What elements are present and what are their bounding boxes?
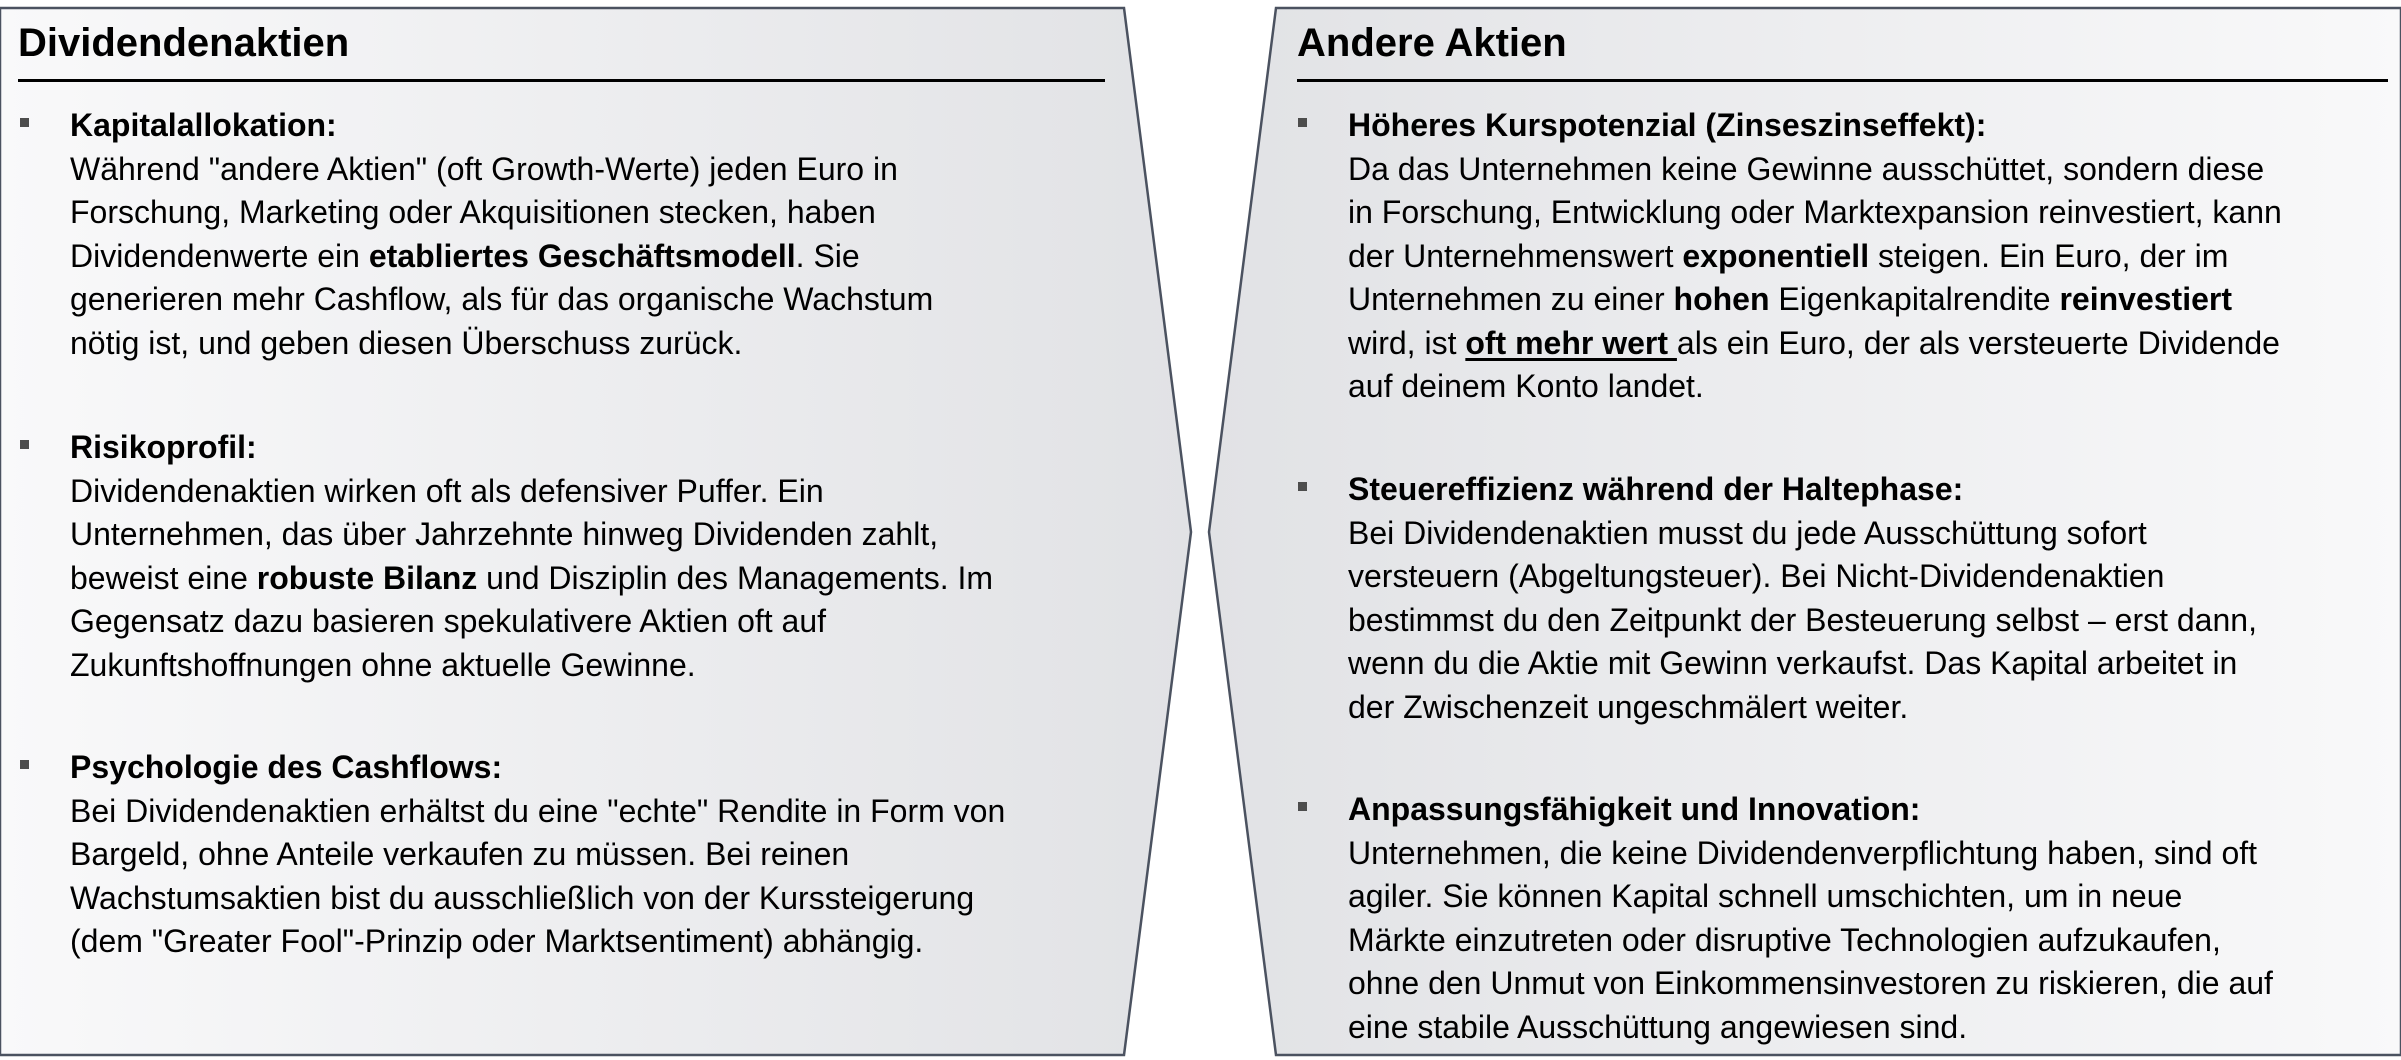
body-text: und Disziplin des Managements. Im bbox=[477, 559, 994, 596]
body-text: Dividendenwerte ein bbox=[70, 237, 369, 274]
body-text: wird, ist bbox=[1348, 324, 1466, 361]
body-line bbox=[70, 322, 1115, 366]
body-line bbox=[1348, 512, 2393, 556]
body-line bbox=[70, 513, 1115, 557]
body-line bbox=[1348, 148, 2393, 192]
title-divider bbox=[18, 79, 1105, 82]
body-line bbox=[70, 600, 1115, 644]
body-text: wenn du die Aktie mit Gewinn verkaufst. Das Kapital arbeitet in bbox=[1348, 645, 2238, 681]
body-text: steigen. Ein Euro, der im bbox=[1869, 237, 2229, 274]
bullet-heading: Anpassungsfähigkeit und Innovation: bbox=[1348, 791, 1921, 827]
bullet-square-icon bbox=[20, 440, 29, 449]
body-line bbox=[1348, 555, 2393, 599]
bullet-heading: Steuereffizienz während der Haltephase: bbox=[1348, 471, 1964, 507]
bullet-text bbox=[70, 746, 1115, 964]
body-line bbox=[70, 790, 1115, 834]
body-line bbox=[70, 833, 1115, 877]
body-text: Unternehmen, das über Jahrzehnte hinweg Dividenden zahlt, bbox=[70, 516, 939, 552]
emphasis-text: oft mehr wert bbox=[1465, 324, 1677, 361]
body-text: . Sie bbox=[795, 237, 860, 274]
body-text: Bargeld, ohne Anteile verkaufen zu müssen. Bei reinen bbox=[70, 836, 850, 872]
bullet-square-icon bbox=[20, 760, 29, 769]
body-line bbox=[1348, 642, 2393, 686]
body-text: Wachstumsaktien bist du ausschließlich von der Kurssteigerung bbox=[70, 879, 975, 916]
body-line bbox=[70, 644, 1115, 688]
body-line bbox=[1348, 599, 2393, 643]
body-line bbox=[1348, 191, 2393, 235]
body-line bbox=[70, 235, 1115, 279]
body-text: (dem "Greater Fool"-Prinzip oder Marktsentiment) abhängig. bbox=[70, 923, 924, 959]
body-line bbox=[1348, 919, 2393, 963]
body-line bbox=[1348, 365, 2393, 409]
body-text: ohne den Unmut von Einkommensinvestoren zu riskieren, die auf bbox=[1348, 965, 2273, 1001]
bullet-list bbox=[20, 104, 1115, 959]
emphasis-text: hohen bbox=[1673, 281, 1770, 317]
body-line bbox=[1348, 832, 2393, 876]
body-line bbox=[1348, 322, 2393, 366]
body-line bbox=[70, 191, 1115, 235]
body-text: Bei Dividendenaktien musst du jede Ausschüttung sofort bbox=[1348, 514, 2147, 551]
bullet-heading: Psychologie des Cashflows: bbox=[70, 749, 503, 785]
body-line bbox=[1348, 962, 2393, 1006]
body-text: Bei Dividendenaktien erhältst du eine "echte" Rendite in Form von bbox=[70, 792, 1006, 829]
body-line bbox=[70, 557, 1115, 601]
bullet-text bbox=[70, 426, 1115, 687]
body-text: auf deinem Konto landet. bbox=[1348, 368, 1704, 404]
body-text: bestimmst du den Zeitpunkt der Besteuerung selbst – erst dann, bbox=[1348, 601, 2257, 638]
body-line bbox=[1348, 278, 2393, 322]
body-text: Forschung, Marketing oder Akquisitionen stecken, haben bbox=[70, 194, 876, 230]
bullet-text bbox=[70, 104, 1115, 365]
body-text: in Forschung, Entwicklung oder Marktexpansion reinvestiert, kann bbox=[1348, 194, 2282, 230]
body-text: Eigenkapitalrendite bbox=[1769, 281, 2060, 317]
emphasis-text: etabliertes Geschäftsmodell bbox=[368, 237, 796, 274]
bullet-heading: Risikoprofil: bbox=[70, 429, 257, 465]
panel-title: Dividendenaktien bbox=[18, 21, 350, 65]
bullet-heading: Höheres Kurspotenzial (Zinseszinseffekt): bbox=[1348, 107, 1987, 143]
body-text: agiler. Sie können Kapital schnell umschichten, um in neue bbox=[1348, 878, 2183, 914]
body-text: Unternehmen, die keine Dividendenverpflichtung haben, sind oft bbox=[1348, 834, 2258, 871]
bullet-text bbox=[1348, 468, 2393, 729]
body-text: nötig ist, und geben diesen Überschuss zurück. bbox=[70, 324, 743, 361]
body-line bbox=[1348, 1006, 2393, 1050]
body-text: Während "andere Aktien" (oft Growth-Werte) jeden Euro in bbox=[70, 150, 898, 187]
body-line bbox=[70, 278, 1115, 322]
body-text: Zukunftshoffnungen ohne aktuelle Gewinne. bbox=[70, 646, 696, 683]
body-text: Dividendenaktien wirken oft als defensiver Puffer. Ein bbox=[70, 472, 824, 509]
bullet-square-icon bbox=[1298, 482, 1307, 491]
body-text: versteuern (Abgeltungsteuer). Bei Nicht-Dividendenaktien bbox=[1348, 558, 2165, 594]
bullet-list bbox=[1298, 104, 2393, 1054]
emphasis-text: exponentiell bbox=[1682, 237, 1870, 274]
body-line bbox=[70, 470, 1115, 514]
body-text: der Unternehmenswert bbox=[1348, 237, 1683, 274]
body-text: beweist eine bbox=[70, 559, 257, 596]
body-line bbox=[1348, 875, 2393, 919]
body-line bbox=[70, 877, 1115, 921]
body-text: generieren mehr Cashflow, als für das organische Wachstum bbox=[70, 281, 934, 317]
body-line bbox=[70, 148, 1115, 192]
panel-title: Andere Aktien bbox=[1297, 21, 1567, 65]
bullet-heading: Kapitalallokation: bbox=[70, 107, 337, 143]
bullet-text bbox=[1348, 788, 2393, 1049]
body-text: Unternehmen zu einer bbox=[1348, 281, 1674, 317]
body-text: Märkte einzutreten oder disruptive Technologien aufzukaufen, bbox=[1348, 921, 2221, 958]
body-line bbox=[1348, 235, 2393, 279]
bullet-square-icon bbox=[1298, 802, 1307, 811]
body-text: Gegensatz dazu basieren spekulativere Aktien oft auf bbox=[70, 603, 827, 639]
bullet-square-icon bbox=[1298, 118, 1307, 127]
body-text: Da das Unternehmen keine Gewinne ausschüttet, sondern diese bbox=[1348, 150, 2265, 187]
bullet-square-icon bbox=[20, 118, 29, 127]
body-text: eine stabile Ausschüttung angewiesen sind. bbox=[1348, 1008, 1968, 1045]
body-text: der Zwischenzeit ungeschmälert weiter. bbox=[1348, 688, 1909, 725]
emphasis-text: robuste Bilanz bbox=[256, 559, 478, 596]
emphasis-text: reinvestiert bbox=[2059, 281, 2232, 317]
body-line bbox=[70, 920, 1115, 964]
body-line bbox=[1348, 686, 2393, 730]
title-divider bbox=[1297, 79, 2388, 82]
body-text: als ein Euro, der als versteuerte Dividende bbox=[1676, 324, 2280, 361]
bullet-text bbox=[1348, 104, 2393, 409]
